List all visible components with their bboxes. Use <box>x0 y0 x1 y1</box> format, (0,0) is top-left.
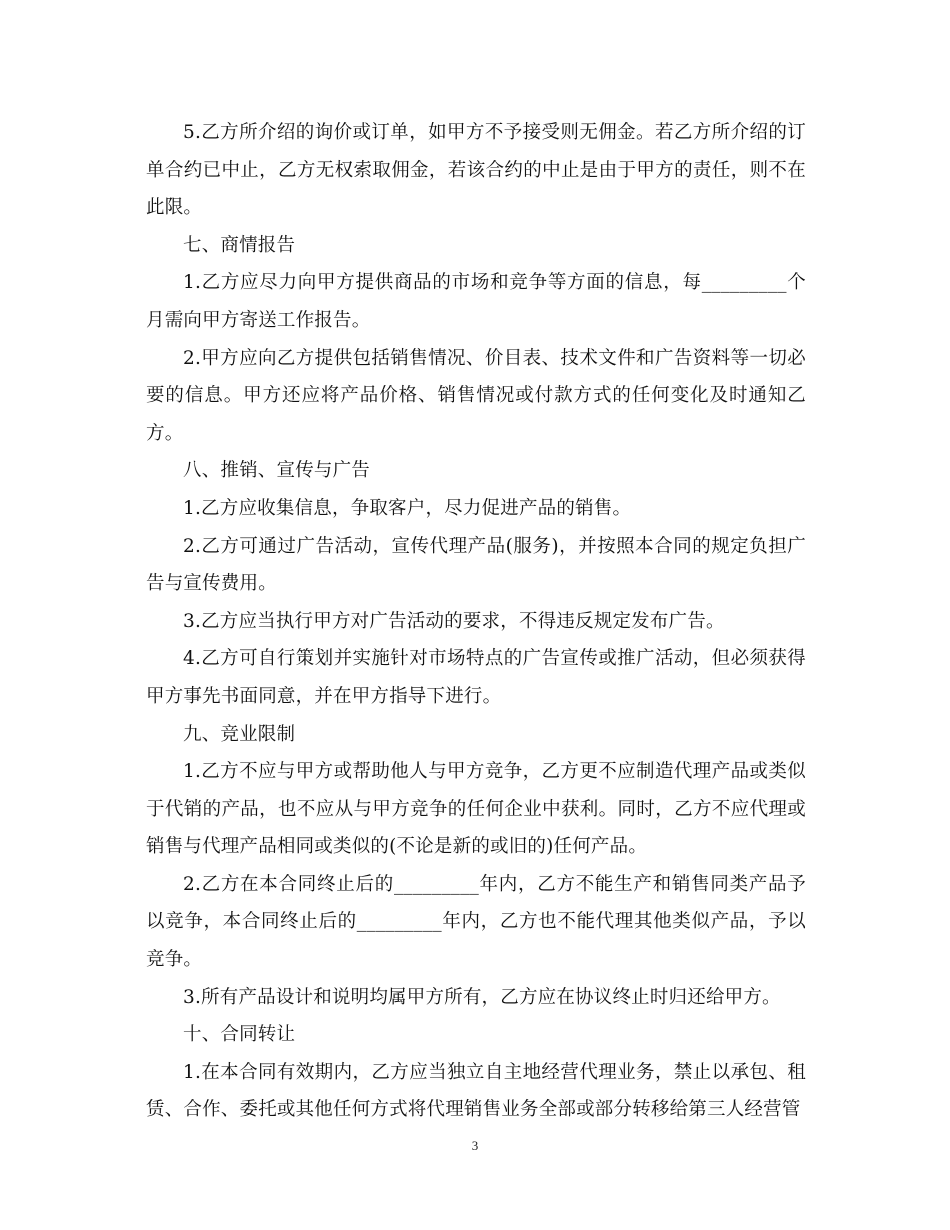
clause-10-item-1: 1.在本合同有效期内，乙方应当独立自主地经营代理业务，禁止以承包、租赁、合作、委托或其他任何方式将代理销售业务全部或部分转移给第三人经营管 <box>146 1061 806 1121</box>
clause-8-item-2: 2.乙方可通过广告活动，宣传代理产品(服务)，并按照本合同的规定负担广告与宣传费用。 <box>146 535 806 595</box>
section-heading-8: 八、推销、宣传与广告 <box>183 460 371 482</box>
page-number: 3 <box>471 1138 479 1153</box>
clause-6-item-5: 5.乙方所介绍的询价或订单，如甲方不予接受则无佣金。若乙方所介绍的订单合约已中止，乙方无权索取佣金，若该合约的中止是由于甲方的责任，则不在此限。 <box>146 122 806 219</box>
clause-9-item-2: 2.乙方在本合同终止后的_________年内，乙方不能生产和销售同类产品予以竞争，本合同终止后的_________年内，乙方也不能代理其他类似产品，予以竞争。 <box>146 873 806 971</box>
section-heading-9: 九、竞业限制 <box>183 723 296 745</box>
clause-7-item-1: 1.乙方应尽力向甲方提供商品的市场和竞争等方面的信息，每_________个月需向甲方寄送工作报告。 <box>146 272 806 331</box>
clause-8-item-1: 1.乙方应收集信息，争取客户，尽力促进产品的销售。 <box>183 497 632 519</box>
document-body <box>146 114 806 1129</box>
section-heading-10: 十、合同转让 <box>183 1024 296 1046</box>
clause-8-item-3: 3.乙方应当执行甲方对广告活动的要求，不得违反规定发布广告。 <box>183 610 725 632</box>
clause-7-item-2: 2.甲方应向乙方提供包括销售情况、价目表、技术文件和广告资料等一切必要的信息。甲方还应将产品价格、销售情况或付款方式的任何变化及时通知乙方。 <box>146 347 806 444</box>
clause-8-item-4: 4.乙方可自行策划并实施针对市场特点的广告宣传或推广活动，但必须获得甲方事先书面同意，并在甲方指导下进行。 <box>146 648 806 707</box>
clause-9-item-1: 1.乙方不应与甲方或帮助他人与甲方竞争，乙方更不应制造代理产品或类似于代销的产品，也不应从与甲方竞争的任何企业中获利。同时，乙方不应代理或销售与代理产品相同或类似的(不论是新的或旧的)任何产品。 <box>146 761 806 858</box>
clause-9-item-3: 3.所有产品设计和说明均属甲方所有，乙方应在协议终止时归还给甲方。 <box>183 986 781 1008</box>
section-heading-7: 七、商情报告 <box>183 234 296 256</box>
